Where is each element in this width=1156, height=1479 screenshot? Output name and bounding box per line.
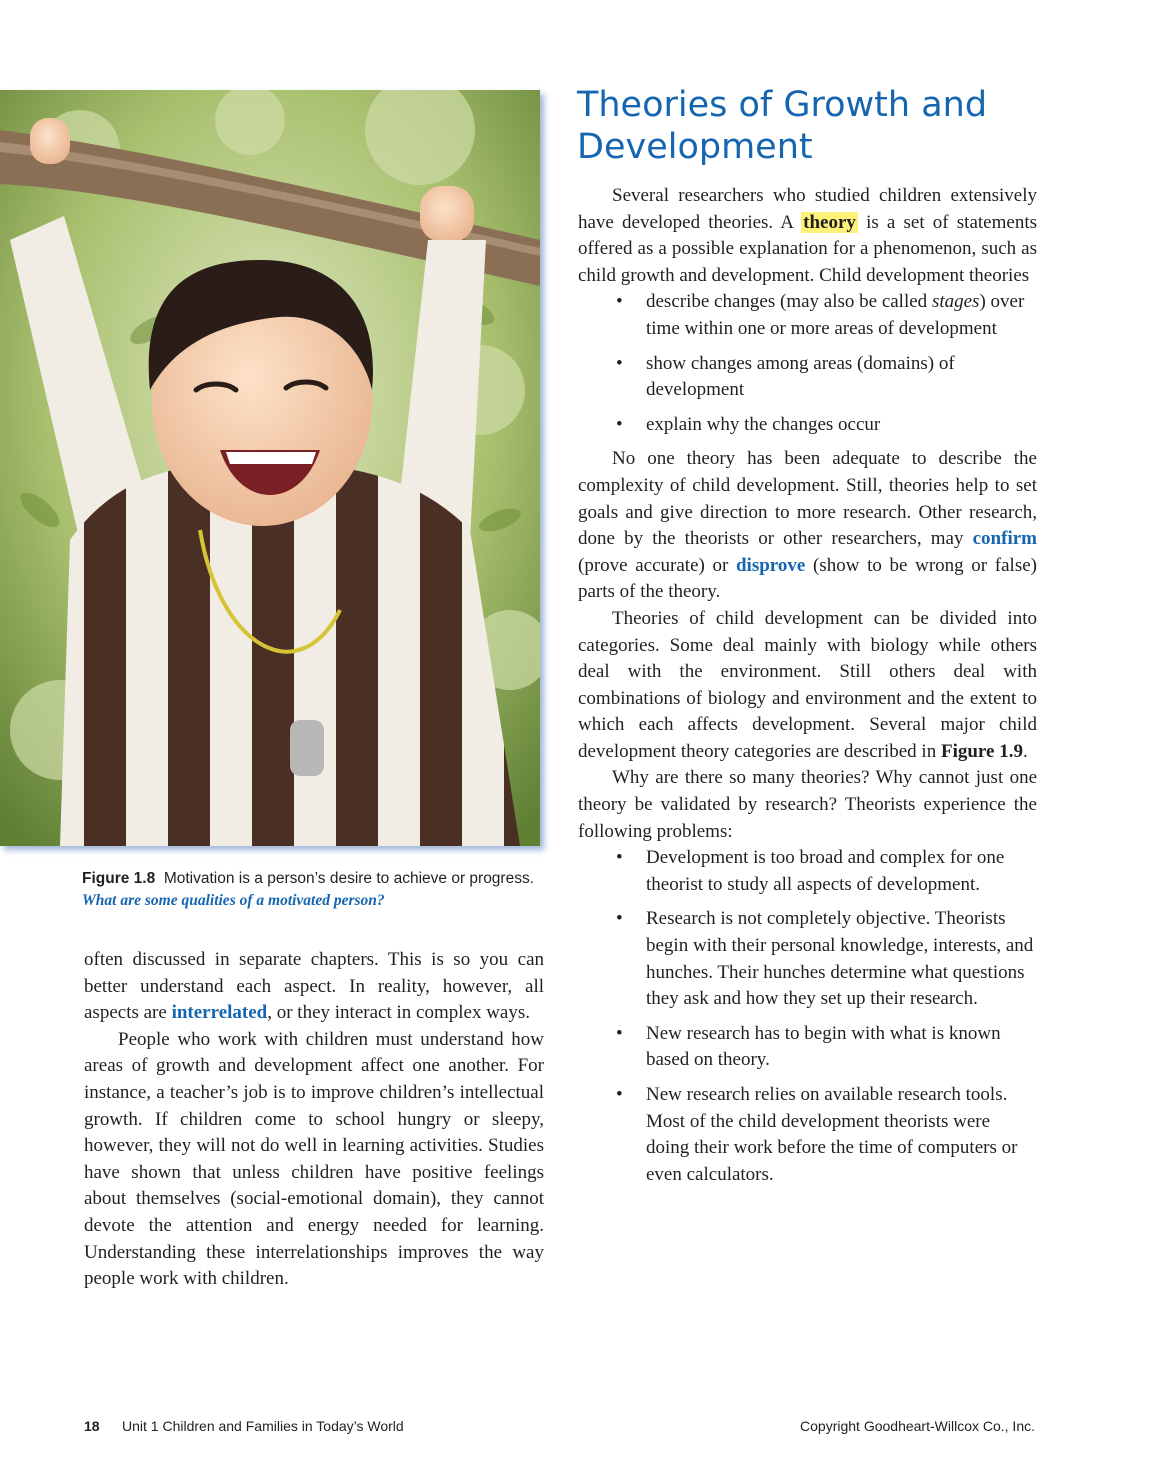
bullet-list (578, 845, 1037, 1188)
paragraph: No one theory has been adequate to describe the complexity of child development. Still, theories help to set goals and give direction to more research. Other research, done by the theorists or other researchers, may confirm (prove accurate) or disprove (show to be wrong or false) parts of the theory. (578, 448, 1037, 603)
paragraph: Why are there so many theories? Why cannot just one theory be validated by research? Theorists experience the following problems: (578, 767, 1037, 842)
right-column (578, 183, 1037, 1196)
figure-reference: Figure 1.9 (940, 740, 1023, 762)
list-item: • explain why the changes occur (646, 412, 1037, 439)
key-term-disprove: disprove (735, 554, 806, 576)
list-item: • New research relies on available research tools. Most of the child development theorists were doing their work before the time of computers or even calculators. (646, 1082, 1037, 1188)
figure-caption-text: Motivation is a person’s desire to achieve or progress. (163, 870, 535, 887)
key-term-confirm: confirm (972, 528, 1037, 550)
list-item: • Development is too broad and complex for one theorist to study all aspects of development. (646, 845, 1037, 898)
list-item: • show changes among areas (domains) of development (646, 351, 1037, 404)
bullet-list (578, 289, 1037, 438)
unit-title: Unit 1 Children and Families in Today’s World (122, 1418, 404, 1434)
figure-label: Figure 1.8 (82, 870, 156, 887)
paragraph: Theories of child development can be divided into categories. Some deal mainly with biology while others deal with the environment. Still others deal with combinations of biology and environment and the extent to which each affects development. Several major child development theory categories are described in Figure 1.9. (578, 607, 1037, 762)
paragraph: People who work with children must understand how areas of growth and development affect one another. For instance, a teacher’s job is to improve children’s intellectual growth. If children come to school hungry or sleepy, however, they will not do well in learning activities. Studies have shown that unless children have positive feelings about themselves (social-emotional domain), they cannot devote the attention and energy needed for learning. Understanding these interrelationships improves the way people work with children. (84, 1028, 544, 1290)
paragraph: often discussed in separate chapters. This is so you can better understand each aspect. In reality, however, all aspects are interrelated, or they interact in complex ways. (84, 949, 544, 1024)
list-item: • describe changes (may also be called stages) over time within one or more areas of development (646, 289, 1037, 342)
list-item: • Research is not completely objective. Theorists begin with their personal knowledge, interests, and hunches. Their hunches determine what questions they ask and how they set up their research. (646, 906, 1037, 1012)
left-column (84, 947, 544, 1293)
figure-question: What are some qualities of a motivated person? (82, 892, 385, 909)
copyright: Copyright Goodheart-Willcox Co., Inc. (800, 1418, 1035, 1434)
paragraph: Several researchers who studied children extensively have developed theories. A theory is a set of statements offered as a possible explanation for a phenomenon, such as child growth and development. Child development theories (578, 185, 1037, 286)
page-number: 18 (84, 1418, 100, 1434)
boy-on-branch-illustration (0, 90, 540, 846)
section-heading: Theories of Growth and Development (577, 85, 988, 167)
key-term-interrelated: interrelated (171, 1002, 268, 1024)
figure-photo (0, 90, 540, 846)
list-item: • New research has to begin with what is known based on theory. (646, 1021, 1037, 1074)
figure-caption (82, 868, 552, 912)
key-term-theory: theory (803, 211, 856, 233)
